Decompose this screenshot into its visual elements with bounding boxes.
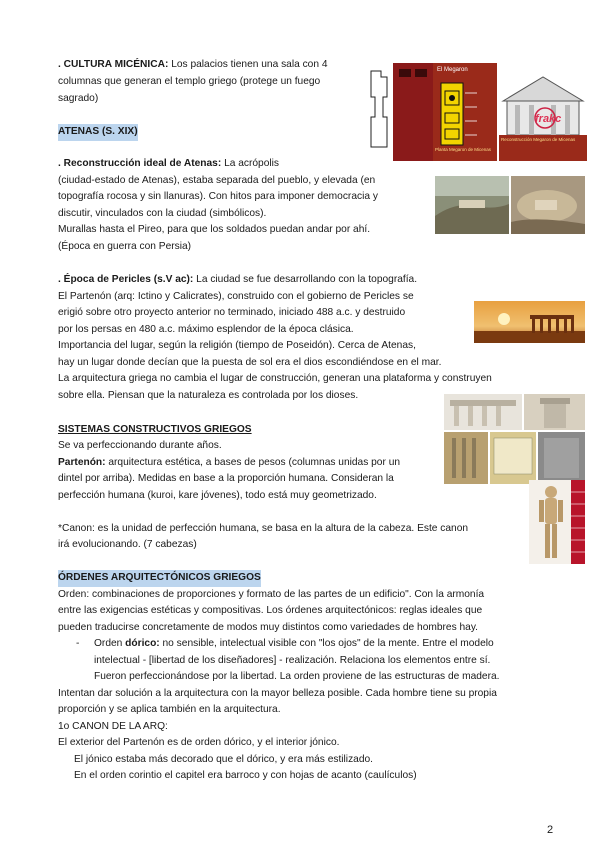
ordenes-line-7: El exterior del Partenón es de orden dórico, y el interior jónico.	[58, 737, 340, 748]
megaron-image	[363, 63, 587, 161]
ordenes-line-3: pueden traducirse concretamente de modos muy distintos como variedades de hombres hay.	[58, 622, 478, 633]
dorico-term: dórico:	[125, 638, 160, 649]
heading-atenas: ATENAS (S. XIX)	[58, 124, 138, 141]
acropolis-image	[435, 176, 585, 234]
heading-ordenes: ÓRDENES ARQUITECTÓNICOS GRIEGOS	[58, 570, 261, 587]
sistemas-line-4: perfección humana (kuroi, kare jóvenes), todo está muy geometrizado.	[58, 490, 377, 501]
kouros-statue-image	[529, 480, 585, 564]
page-number: 2	[547, 824, 554, 836]
bullet-dorico-text: no sensible, intelectual visible con "los ojos" de la mente. Entre el modelo	[159, 638, 494, 649]
sistemas-line-5: *Canon: es la unidad de perfección humana, se basa en la altura de la cabeza. Este canon	[58, 523, 469, 534]
pericles-title: . Época de Pericles (s.V ac):	[58, 274, 194, 285]
micenica-line-1	[58, 57, 328, 74]
columns-collage	[444, 394, 585, 484]
kouros-statue	[529, 480, 585, 564]
pericles-line-7: La arquitectura griega no cambia el lugar de construcción, generan una plataforma y construyen	[58, 373, 492, 384]
micenica-title: . CULTURA MICÉNICA:	[58, 59, 169, 70]
micenica-line-2: columnas que generan el templo griego (protege un fuego	[58, 76, 321, 87]
partenon-text: arquitectura estética, a bases de pesos (columnas unidas por un	[105, 457, 401, 468]
sistemas-line-2	[58, 455, 400, 472]
micenica-text: Los palacios tienen una sala con 4	[168, 59, 328, 70]
ordenes-line-9: En el orden corintio el capitel era barroco y con hojas de acanto (caulículos)	[74, 770, 417, 781]
ordenes-line-1: Orden: combinaciones de proporciones y formato de las partes de un edificio". Con la armonía	[58, 589, 485, 600]
bullet-dorico-line-1	[94, 636, 494, 653]
sunset-temple-photo	[474, 301, 585, 343]
ordenes-line-2: entre las exigencias estéticas y compositivas. Los órdenes arquitectónicos: reglas ideales que	[58, 605, 483, 616]
ordenes-line-6: 1o CANON DE LA ARQ:	[58, 721, 168, 732]
reconstruccion-line-6: (Época en guerra con Persia)	[58, 241, 192, 252]
pericles-text: La ciudad se fue desarrollando con la topografía.	[193, 274, 418, 285]
sistemas-line-6: irá evolucionando. (7 cabezas)	[58, 539, 197, 550]
reconstruccion-line-1	[58, 156, 279, 173]
bullet-dorico-line-2: intelectual - [libertad de los diseñadores] - realización. Relaciona los elementos entre sí.	[94, 655, 491, 666]
pericles-line-2: El Partenón (arq: Ictino y Calicrates), construido con el gobierno de Pericles se	[58, 291, 414, 302]
ordenes-line-5: proporción y se aplica también en la arquitectura.	[58, 704, 281, 715]
megaron-label-bottom: Reconstrucción Megaron de Micenas	[501, 137, 576, 142]
pericles-line-1	[58, 272, 417, 289]
bullet-dash: -	[76, 638, 80, 649]
megaron-label-plan: Planta Megaron de Micenas	[435, 147, 492, 152]
bullet-dorico-line-3: Fueron perfeccionándose por la libertad. La orden proviene de las estructuras de madera.	[94, 671, 500, 682]
pericles-line-3: erigió sobre otro proyecto anterior no terminado, iniciado 488 a.c. y destruido	[58, 307, 406, 318]
micenica-line-3: sagrado)	[58, 93, 99, 104]
sistemas-line-3: dintel por arriba). Medidas en base a la proporción humana. Consideran la	[58, 473, 394, 484]
ordenes-line-8: El jónico estaba más decorado que el dórico, y era más estilizado.	[74, 754, 373, 765]
reconstruccion-line-4: discutir, vinculados con la ciudad (simbólicos).	[58, 208, 267, 219]
reconstruccion-line-3: topografía rocosa y sin llanuras). Con hitos para imponer democracia y	[58, 191, 378, 202]
ordenes-line-4: Intentan dar solución a la arquitectura con la mayor belleza posible. Cada hombre tiene su propia	[58, 688, 497, 699]
megaron-watermark: frakc	[535, 113, 562, 125]
sistemas-line-1: Se va perfeccionando durante años.	[58, 440, 222, 451]
acropolis-photos	[435, 176, 585, 234]
reconstruccion-text: La acrópolis	[221, 158, 279, 169]
reconstruccion-line-5: Murallas hasta el Pireo, para que los soldados puedan andar por ahí.	[58, 224, 371, 235]
partenon-term: Partenón:	[58, 457, 106, 468]
heading-sistemas: SISTEMAS CONSTRUCTIVOS GRIEGOS	[58, 424, 252, 435]
pericles-line-6: hay un lugar donde decían que la puesta de sol era el dios escondiéndose en el mar.	[58, 357, 442, 368]
pericles-line-8: sobre ella. Piensan que la naturaleza es controlada por los dioses.	[58, 390, 359, 401]
pericles-line-4: por los persas en 480 a.c. máximo esplendor de la época clásica.	[58, 324, 354, 335]
megaron-label-top: El Megaron	[437, 67, 468, 73]
reconstruccion-title: . Reconstrucción ideal de Atenas:	[58, 158, 222, 169]
columns-collage-image	[444, 394, 585, 484]
reconstruccion-line-2: (ciudad-estado de Atenas), estaba separada del pueblo, y elevada (en	[58, 175, 376, 186]
pericles-line-5: Importancia del lugar, según la religión (tiempo de Poseidón). Cerca de Atenas,	[58, 340, 416, 351]
sunset-temple-image	[474, 301, 585, 343]
bullet-dorico-pre: Orden	[94, 638, 126, 649]
